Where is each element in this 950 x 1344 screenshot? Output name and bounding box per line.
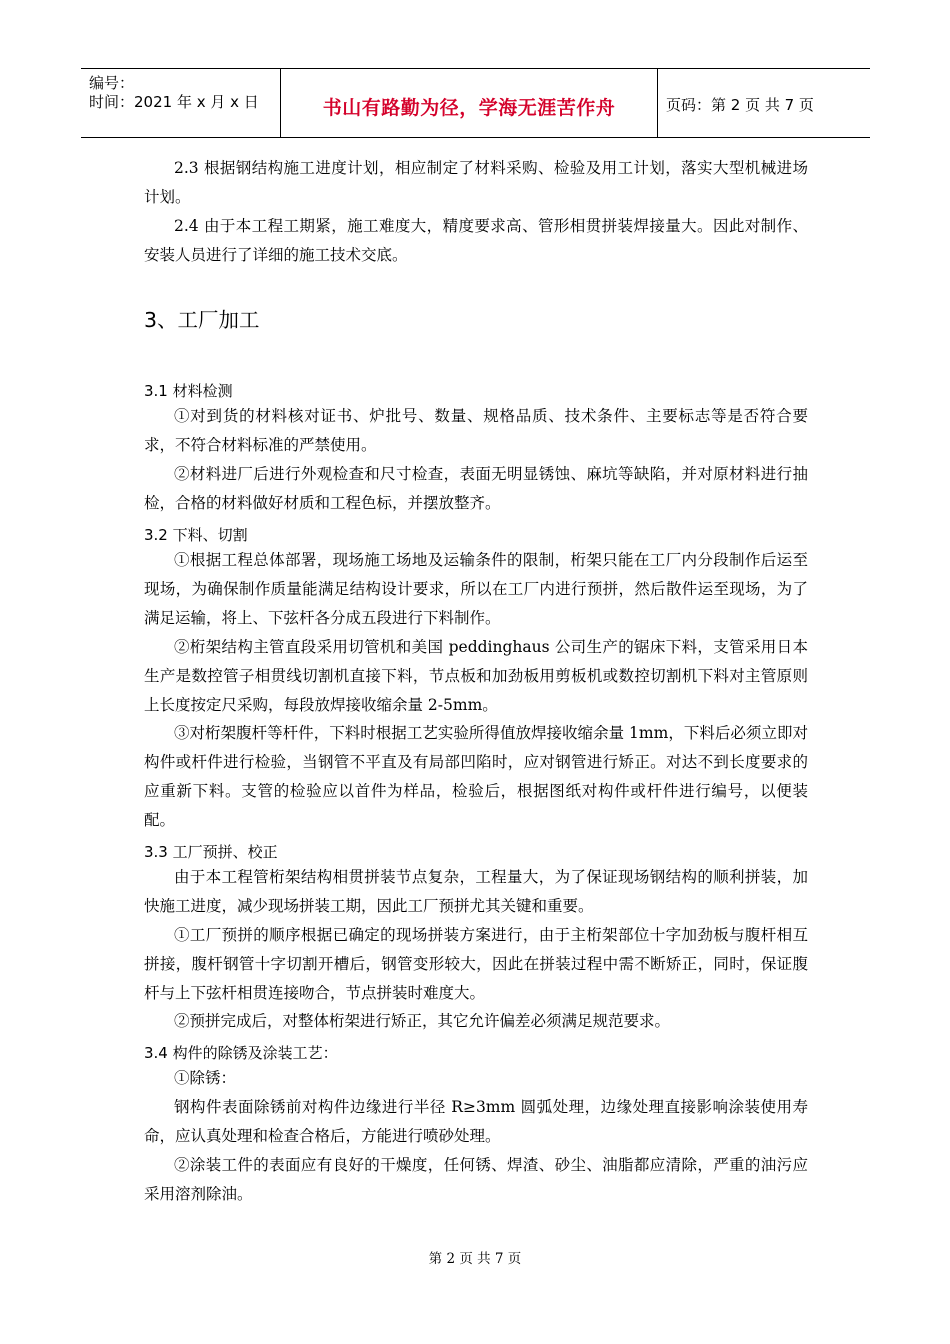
header-left-cell [81, 69, 281, 137]
page-footer [0, 1247, 950, 1267]
header-page-info: 页码：第 2 页 共 7 页 [666, 96, 814, 114]
header-middle-cell [281, 69, 658, 137]
page-header [81, 68, 870, 138]
paragraph-3-1-a: ①对到货的材料核对证书、炉批号、数量、规格品质、技术条件、主要标志等是否符合要求，不符合材料标准的严禁使用。 [144, 407, 808, 454]
document-number-label: 编号： [89, 74, 135, 92]
subsection-heading-3-4: 3.4 构件的除锈及涂装工艺： [144, 1044, 338, 1062]
paragraph-3-4-b: 钢构件表面除锈前对构件边缘进行半径 R≥3mm 圆弧处理，边缘处理直接影响涂装使用寿命，应认真处理和检查合格后，方能进行喷砂处理。 [144, 1098, 808, 1145]
paragraph-3-1-b: ②材料进厂后进行外观检查和尺寸检查，表面无明显锈蚀、麻坑等缺陷，并对原材料进行抽检，合格的材料做好材质和工程色标，并摆放整齐。 [144, 465, 808, 512]
footer-page-number: 第 2 页 共 7 页 [428, 1251, 522, 1267]
paragraph-3-3-a: 由于本工程管桁架结构相贯拼装节点复杂，工程量大，为了保证现场钢结构的顺利拼装，加快施工进度，减少现场拼装工期，因此工厂预拼尤其关键和重要。 [144, 868, 808, 915]
paragraph-3-2-a: ①根据工程总体部署，现场施工场地及运输条件的限制，桁架只能在工厂内分段制作后运至现场，为确保制作质量能满足结构设计要求，所以在工厂内进行预拼，然后散件运至现场，为了满足运输，将上、下弦杆各分成五段进行下料制作。 [144, 551, 808, 627]
paragraph-3-3-c: ②预拼完成后，对整体桁架进行矫正，其它允许偏差必须满足规范要求。 [174, 1012, 671, 1030]
paragraph-3-2-b: ②桁架结构主管直段采用切管机和美国 peddinghaus 公司生产的锯床下料，支管采用日本生产是数控管子相贯线切割机直接下料，节点板和加劲板用剪板机或数控切割机下料对主管原则上长度按定尺采购，每段放焊接收缩余量 2-5mm。 [144, 638, 808, 714]
paragraph-2-4: 2.4 由于本工程工期紧，施工难度大，精度要求高、管形相贯拼装焊接量大。因此对制作、安装人员进行了详细的施工技术交底。 [144, 217, 808, 264]
paragraph-3-2-c: ③对桁架腹杆等杆件，下料时根据工艺实验所得值放焊接收缩余量 1mm，下料后必须立即对构件或杆件进行检验，当钢管不平直及有局部凹陷时，应对钢管进行矫正。对达不到长度要求的应重新下料。支管的检验应以首件为样品，检验后，根据图纸对构件或杆件进行编号，以便装配。 [144, 724, 808, 829]
paragraph-3-3-b: ①工厂预拼的顺序根据已确定的现场拼装方案进行，由于主桁架部位十字加劲板与腹杆相互拼接，腹杆钢管十字切割开槽后，钢管变形较大，因此在拼装过程中需不断矫正，同时，保证腹杆与上下弦杆相贯连接吻合，节点拼装时难度大。 [144, 926, 808, 1002]
paragraph-3-4-c: ②涂装工件的表面应有良好的干燥度，任何锈、焊渣、砂尘、油脂都应清除，严重的油污应采用溶剂除油。 [144, 1156, 808, 1203]
header-motto: 书山有路勤为径，学海无涯苦作舟 [322, 97, 616, 119]
subsection-heading-3-2: 3.2 下料、切割 [144, 526, 248, 544]
paragraph-3-4-a: ①除锈： [174, 1069, 237, 1087]
paragraph-2-3: 2.3 根据钢结构施工进度计划，相应制定了材料采购、检验及用工计划，落实大型机械进场计划。 [144, 159, 808, 206]
header-right-cell [659, 69, 870, 137]
document-date-label: 时间：2021 年 x 月 x 日 [89, 93, 259, 111]
section-heading-3: 3、工厂加工 [144, 308, 260, 332]
subsection-heading-3-3: 3.3 工厂预拼、校正 [144, 843, 278, 861]
subsection-heading-3-1: 3.1 材料检测 [144, 382, 233, 400]
